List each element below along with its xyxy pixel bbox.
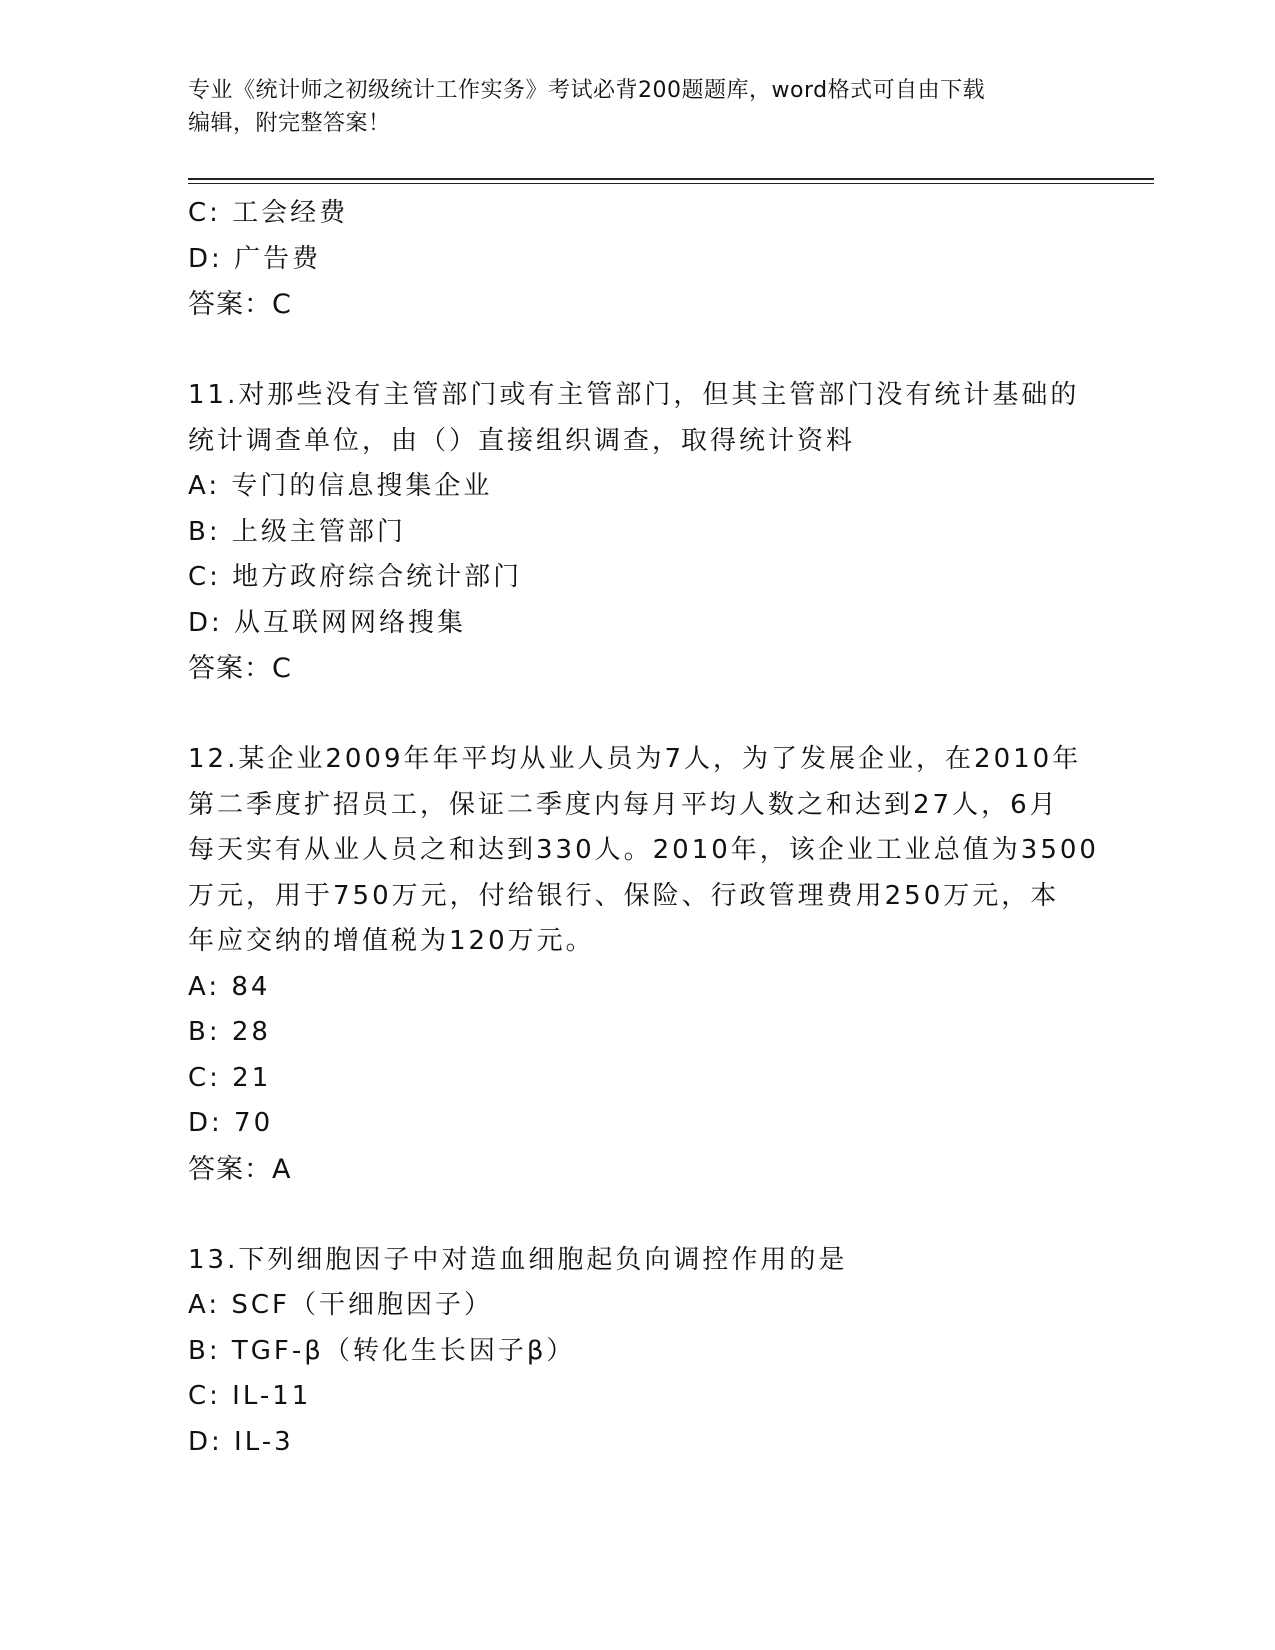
q11-answer-label: 答案： (188, 653, 272, 684)
q11-answer-value: C (272, 653, 292, 684)
q11-stem-line-2: 统计调查单位，由（）直接组织调查，取得统计资料 (188, 425, 856, 456)
q13-stem-line-1: 13.下列细胞因子中对造血细胞起负向调控作用的是 (188, 1244, 848, 1275)
prev-option-d: D: 广告费 (188, 243, 322, 274)
question-13 (188, 1238, 1088, 1466)
q11-option-b: B: 上级主管部门 (188, 516, 406, 547)
q12-stem-line-2: 第二季度扩招员工，保证二季度内每月平均人数之和达到27人，6月 (188, 789, 1059, 820)
q12-stem-line-3: 每天实有从业人员之和达到330人。2010年，该企业工业总值为3500 (188, 835, 1099, 865)
header-line-1: 专业《统计师之初级统计工作实务》考试必背200题题库，word格式可自由下载 (188, 78, 986, 103)
q12-answer-value: A (272, 1153, 292, 1185)
q12-answer-label: 答案： (188, 1153, 272, 1185)
q11-option-a: A: 专门的信息搜集企业 (188, 471, 493, 501)
header-rule-thin (188, 183, 1154, 184)
q12-option-b: B: 28 (188, 1017, 271, 1047)
q12-answer (188, 1147, 1088, 1193)
q13-option-d: D: IL-3 (188, 1426, 294, 1457)
spacer (188, 1192, 1088, 1238)
prev-option-c: C: 工会经费 (188, 198, 349, 228)
question-12 (188, 737, 1099, 1192)
q12-option-d: D: 70 (188, 1108, 274, 1138)
q11-option-c: C: 地方政府综合统计部门 (188, 562, 523, 592)
q11-answer (188, 646, 1088, 692)
prev-answer (188, 282, 1088, 328)
spacer (188, 328, 1088, 374)
page-header (188, 74, 1078, 140)
q11-stem-line-1: 11.对那些没有主管部门或有主管部门，但其主管部门没有统计基础的 (188, 380, 1080, 410)
q13-option-b: B: TGF-β（转化生长因子β） (188, 1335, 576, 1366)
q12-stem-line-5: 年应交纳的增值税为120万元。 (188, 926, 595, 956)
prev-answer-value: C (272, 289, 292, 320)
prev-answer-label: 答案： (188, 289, 272, 320)
q13-option-a: A: SCF（干细胞因子） (188, 1290, 493, 1320)
q12-stem-line-1: 12.某企业2009年年平均从业人员为7人，为了发展企业，在2010年 (188, 744, 1082, 774)
q12-stem-line-4: 万元，用于750万元，付给银行、保险、行政管理费用250万元，本 (188, 880, 1060, 911)
q13-option-c: C: IL-11 (188, 1381, 312, 1411)
header-line-2: 编辑，附完整答案！ (188, 111, 391, 136)
spacer (188, 692, 1088, 738)
question-content (188, 191, 1099, 1465)
q11-option-d: D: 从互联网网络搜集 (188, 607, 467, 638)
q12-option-a: A: 84 (188, 971, 271, 1002)
header-rule-thick (188, 178, 1154, 180)
q12-option-c: C: 21 (188, 1062, 272, 1093)
question-11 (188, 373, 1088, 692)
